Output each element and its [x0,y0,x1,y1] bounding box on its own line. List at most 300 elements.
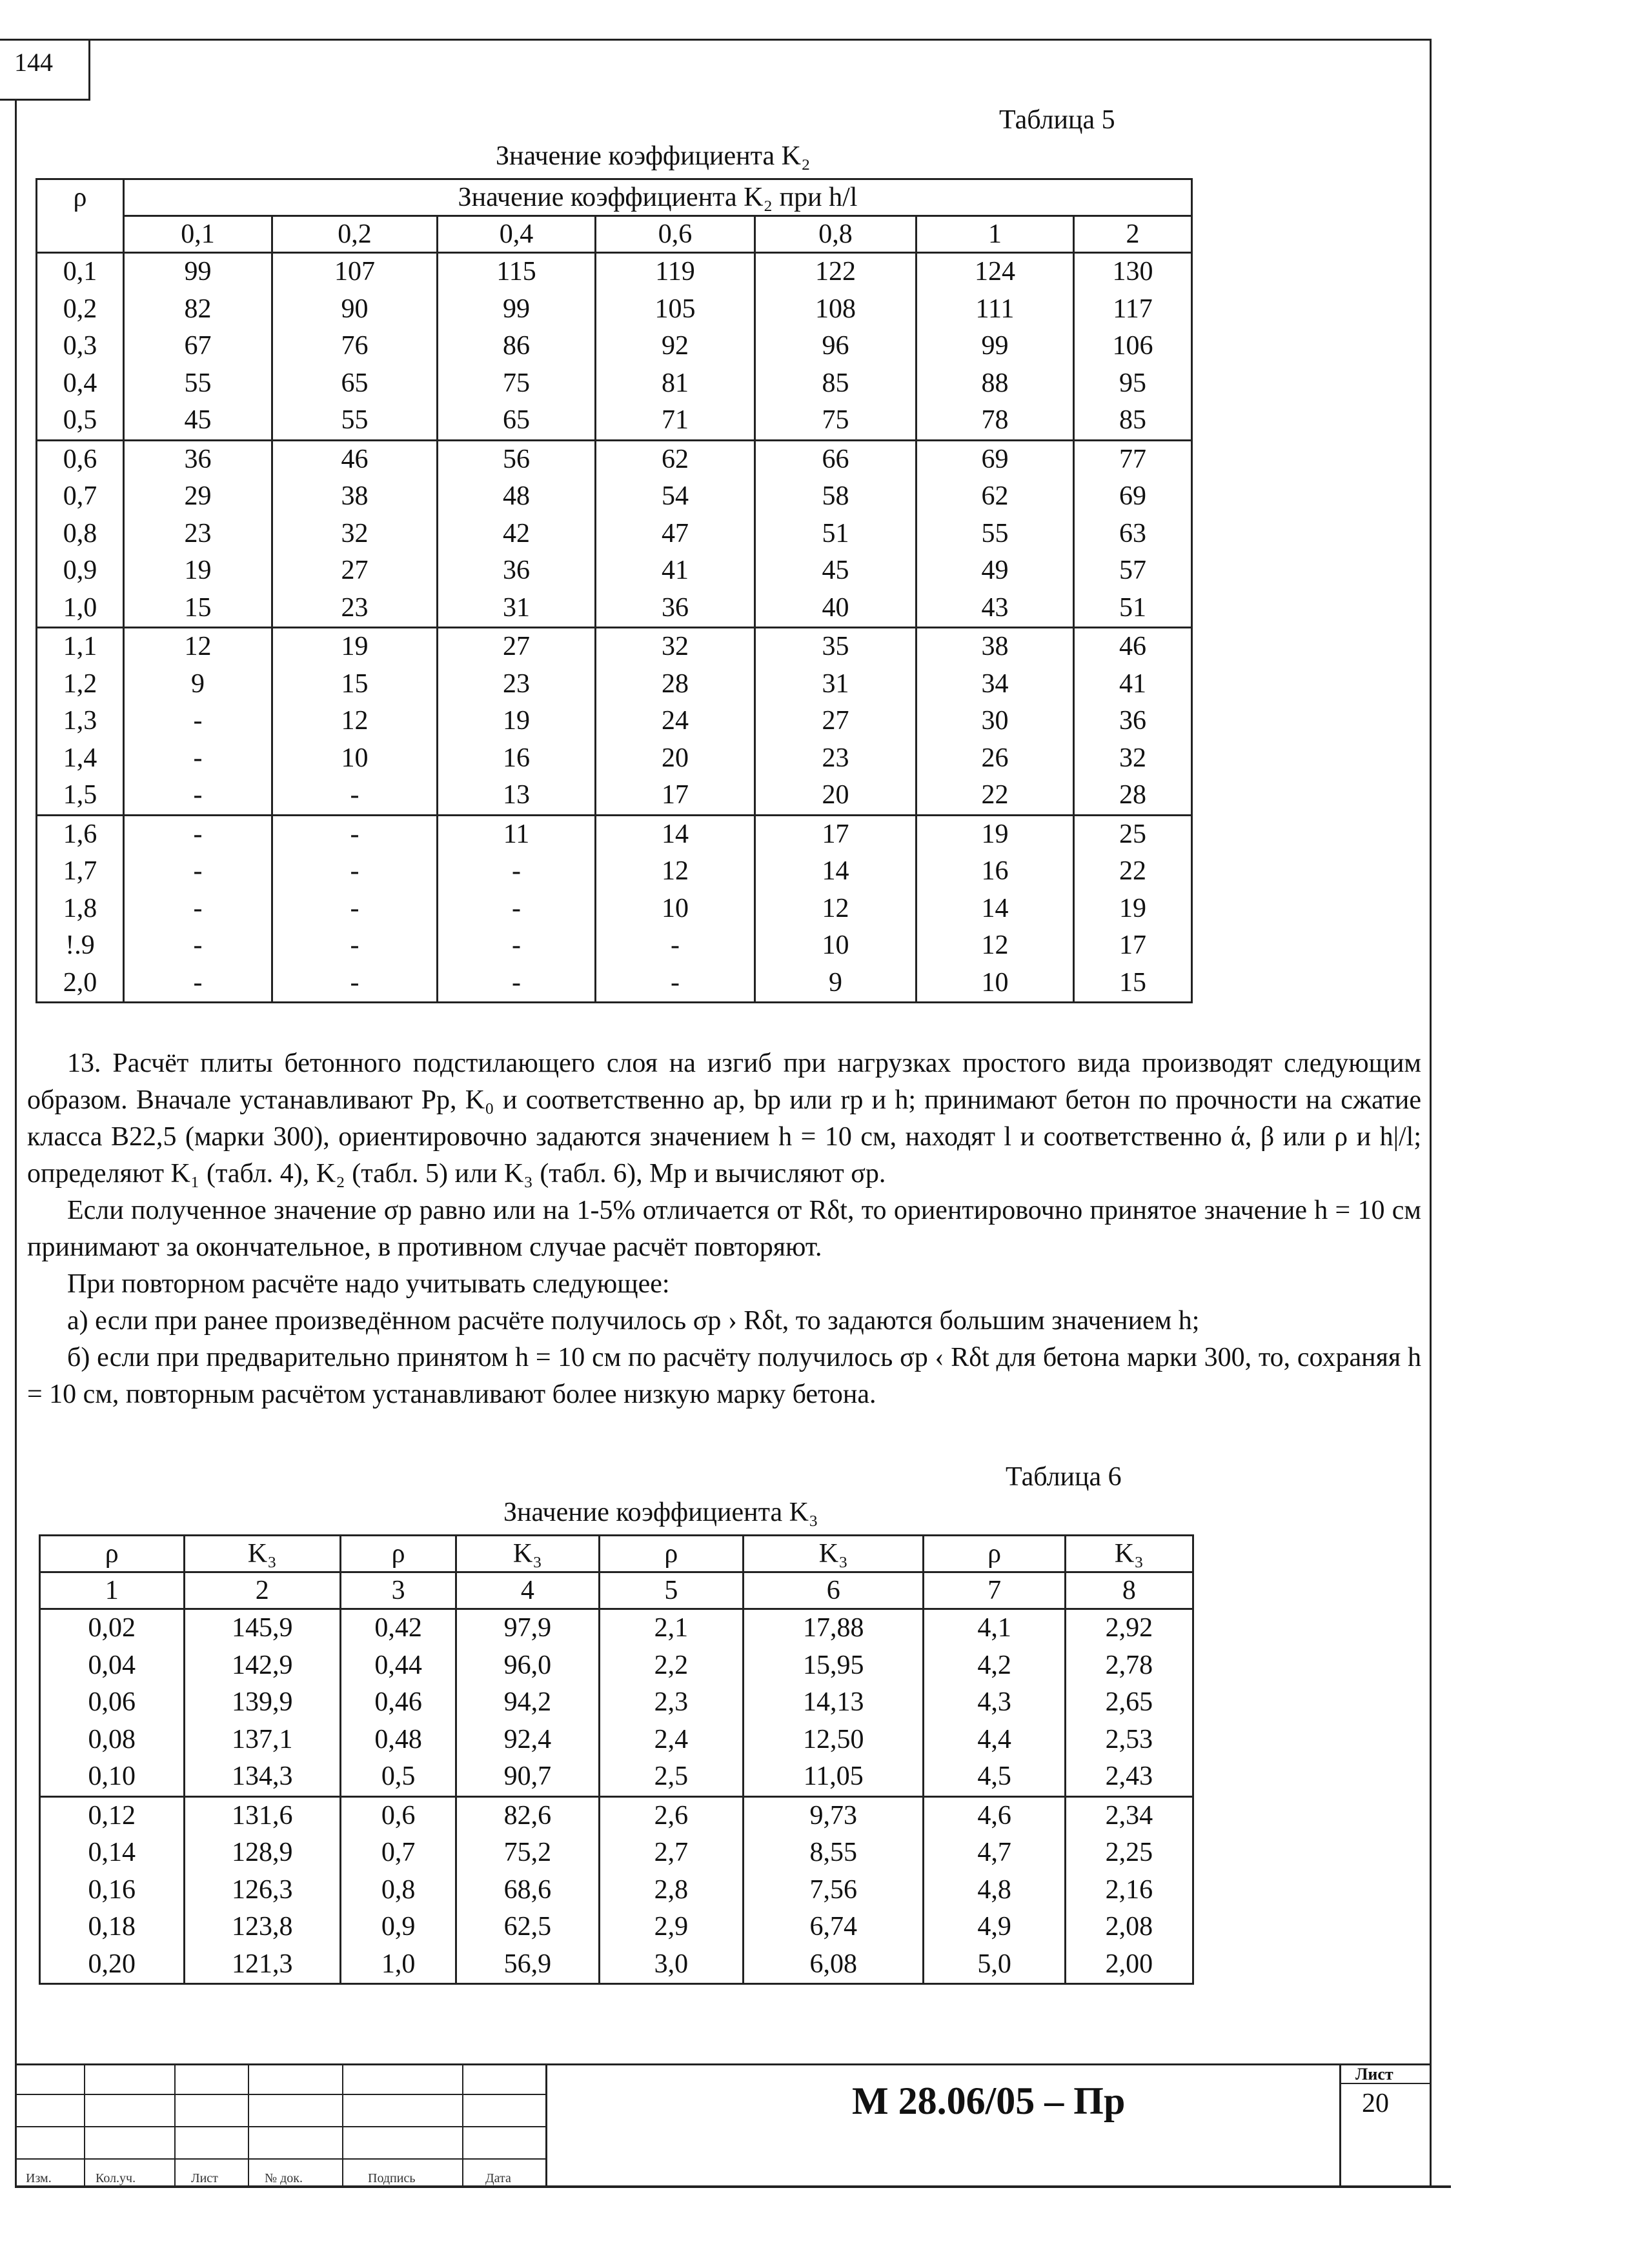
table5-value-cell: 122 [755,253,917,291]
table5-rho-cell: 1,7 [37,853,124,890]
table5-value-cell: 9 [124,666,272,703]
table5-value-cell: 75 [438,365,596,403]
table6-rho-cell: 0,5 [340,1758,456,1796]
table5-value-cell: 16 [438,740,596,778]
table6-label: Таблица 6 [1006,1462,1122,1492]
table6-k3-cell: 62,5 [456,1909,599,1946]
table5-value-cell: 15 [1074,965,1192,1003]
stamp-col-label: Изм. [26,2171,52,2185]
table5-value-cell: 76 [272,328,438,365]
table5-value-cell: - [272,965,438,1003]
table5-value-cell: 45 [124,402,272,440]
table-row [40,1834,1193,1872]
table6-k3-cell: 139,9 [184,1684,340,1721]
table5-value-cell: 54 [596,478,755,516]
table5-value-cell: 96 [755,328,917,365]
table5-value-cell: 14 [917,890,1074,928]
table5-value-cell: - [124,777,272,815]
table6-k3-cell: 121,3 [184,1946,340,1984]
table6-k3-cell: 94,2 [456,1684,599,1721]
table5-group-header: Значение коэффициента K₂ при h/l [124,179,1192,216]
table5-value-cell: 75 [755,402,917,440]
table5-value-cell: 63 [1074,516,1192,553]
table6-k3-cell: 2,92 [1065,1609,1193,1647]
table5-value-cell: 43 [917,590,1074,628]
table6-rho-cell: 0,20 [40,1946,185,1984]
table5-rho-cell: 2,0 [37,965,124,1003]
table5-value-cell: 95 [1074,365,1192,403]
table5-value-cell: 41 [596,552,755,590]
table5-title: Значение коэффициента K₂ [496,141,811,171]
table6-rho-cell: 2,7 [599,1834,744,1872]
table5-value-cell: 65 [272,365,438,403]
title-block [15,2063,1432,2187]
table5-value-cell: 27 [272,552,438,590]
table6-rho-cell: 2,6 [599,1796,744,1834]
table5-value-cell: 117 [1074,291,1192,328]
table6-rho-cell: 0,04 [40,1647,185,1685]
table5-value-cell: 12 [596,853,755,890]
table5-value-cell: 99 [438,291,596,328]
table5-value-cell: 86 [438,328,596,365]
table5-rho-cell: 1,3 [37,703,124,740]
table6-column-number: 2 [184,1572,340,1609]
table5-column-header: 2 [1074,216,1192,253]
table5-value-cell: 41 [1074,666,1192,703]
table6-k3-cell: 2,78 [1065,1647,1193,1685]
table5-value-cell: 71 [596,402,755,440]
table6-column-number: 6 [744,1572,924,1609]
table-row [37,552,1192,590]
table5-value-cell: 15 [272,666,438,703]
table5-column-header: 0,6 [596,216,755,253]
table5-rho-cell: 1,2 [37,666,124,703]
table5-value-cell: 20 [755,777,917,815]
table-row [37,590,1192,628]
table5-value-cell: 42 [438,516,596,553]
table6-column-number: 3 [340,1572,456,1609]
table-row [37,890,1192,928]
table5-value-cell: 19 [124,552,272,590]
table5-value-cell: 22 [1074,853,1192,890]
table6-k3-cell: 7,56 [744,1872,924,1909]
table6-rho-cell: 0,06 [40,1684,185,1721]
table6-k3-cell: 145,9 [184,1609,340,1647]
table5-value-cell: 55 [272,402,438,440]
table-row [37,703,1192,740]
table5-value-cell: - [438,965,596,1003]
table6-k3-cell: 6,08 [744,1946,924,1984]
table6-column-header: K₃ [744,1536,924,1572]
table6-rho-cell: 4,3 [924,1684,1065,1721]
table-row [37,666,1192,703]
stamp-col-label: Подпись [368,2171,416,2185]
table5-value-cell: 10 [917,965,1074,1003]
table5-value-cell: 10 [755,927,917,965]
table5-value-cell: 23 [124,516,272,553]
table6-rho-cell: 2,5 [599,1758,744,1796]
table5-rho-cell: 1,4 [37,740,124,778]
table5-value-cell: 26 [917,740,1074,778]
table6-k3-cell: 68,6 [456,1872,599,1909]
table6-rho-cell: 0,44 [340,1647,456,1685]
table-row [37,440,1192,478]
table6-column-header: ρ [599,1536,744,1572]
table5-value-cell: 115 [438,253,596,291]
table5-value-cell: 17 [1074,927,1192,965]
table5-value-cell: 38 [272,478,438,516]
table5-value-cell: 24 [596,703,755,740]
table5-rho-header: ρ [37,179,124,253]
table5-value-cell: 48 [438,478,596,516]
table6-rho-cell: 1,0 [340,1946,456,1984]
table6-rho-cell: 0,9 [340,1909,456,1946]
table5-rho-cell: 1,5 [37,777,124,815]
table5-value-cell: - [596,965,755,1003]
table6-k3-cell: 56,9 [456,1946,599,1984]
paragraph-item-a: а) если при ранее произведённом расчёте получилось σр › Rδt, то задаются большим значением h; [67,1306,1200,1336]
table5-value-cell: 51 [1074,590,1192,628]
table5-value-cell: 10 [596,890,755,928]
table5-value-cell: 77 [1074,440,1192,478]
table5-value-cell: 49 [917,552,1074,590]
table-row [40,1721,1193,1759]
page-number: 144 [0,39,90,101]
table5-value-cell: - [438,890,596,928]
table5-value-cell: 67 [124,328,272,365]
document-code: М 28.06/05 – Пр [852,2080,1126,2122]
table5-column-header: 0,4 [438,216,596,253]
table6-rho-cell: 2,3 [599,1684,744,1721]
table6-k3-cell: 17,88 [744,1609,924,1647]
table-row [37,628,1192,666]
table6 [39,1534,1194,1985]
paragraph-condition: Если полученное значение σр равно или на 1-5% отличается от Rδt, то ориентировочно принятое значение h = 10 см принимают за окончательное, в противном случае расчёт повторяют. [27,1196,1421,1262]
table6-k3-cell: 2,65 [1065,1684,1193,1721]
table6-rho-cell: 0,02 [40,1609,185,1647]
sheet-label: Лист [1355,2065,1393,2083]
table5-value-cell: 107 [272,253,438,291]
table5-value-cell: 106 [1074,328,1192,365]
table-row [37,253,1192,291]
body-text [27,1045,1421,1413]
table6-k3-cell: 2,00 [1065,1946,1193,1984]
table5-value-cell: 85 [755,365,917,403]
table5-value-cell: 20 [596,740,755,778]
table5-value-cell: 90 [272,291,438,328]
table5-value-cell: 36 [1074,703,1192,740]
table-row [37,853,1192,890]
table6-rho-cell: 4,8 [924,1872,1065,1909]
table6-k3-cell: 97,9 [456,1609,599,1647]
table5-value-cell: 12 [272,703,438,740]
table6-rho-cell: 0,14 [40,1834,185,1872]
table5-value-cell: 38 [917,628,1074,666]
table5-rho-cell: 0,6 [37,440,124,478]
table5-value-cell: 23 [438,666,596,703]
table6-k3-cell: 2,43 [1065,1758,1193,1796]
table5-value-cell: 32 [1074,740,1192,778]
table5-value-cell: 19 [438,703,596,740]
table-row [40,1872,1193,1909]
table6-k3-cell: 11,05 [744,1758,924,1796]
table6-k3-cell: 137,1 [184,1721,340,1759]
table5-value-cell: 16 [917,853,1074,890]
table6-rho-cell: 4,2 [924,1647,1065,1685]
table6-column-number: 1 [40,1572,185,1609]
table6-rho-cell: 2,8 [599,1872,744,1909]
table5-value-cell: - [272,815,438,853]
table5-value-cell: 78 [917,402,1074,440]
table-row [37,516,1192,553]
table5-value-cell: 99 [917,328,1074,365]
table5-value-cell: 57 [1074,552,1192,590]
table5-value-cell: 40 [755,590,917,628]
table-row [37,402,1192,440]
table5-value-cell: 36 [438,552,596,590]
table6-rho-cell: 0,46 [340,1684,456,1721]
table6-column-number: 7 [924,1572,1065,1609]
table5-value-cell: - [124,853,272,890]
table5-rho-cell: 0,5 [37,402,124,440]
table6-rho-cell: 0,8 [340,1872,456,1909]
table5-value-cell: - [124,927,272,965]
table6-column-header: ρ [924,1536,1065,1572]
table5-value-cell: 17 [596,777,755,815]
table5-value-cell: 10 [272,740,438,778]
table6-k3-cell: 9,73 [744,1796,924,1834]
table6-k3-cell: 2,25 [1065,1834,1193,1872]
table6-k3-cell: 6,74 [744,1909,924,1946]
table5-value-cell: 12 [917,927,1074,965]
table5-value-cell: 27 [438,628,596,666]
table6-column-header: ρ [40,1536,185,1572]
table5-value-cell: 108 [755,291,917,328]
table5-value-cell: 31 [755,666,917,703]
table5-value-cell: - [272,853,438,890]
table6-k3-cell: 12,50 [744,1721,924,1759]
table5-value-cell: 124 [917,253,1074,291]
table5-value-cell: 58 [755,478,917,516]
table6-column-header: K₃ [1065,1536,1193,1572]
table5-value-cell: - [124,815,272,853]
table6-k3-cell: 134,3 [184,1758,340,1796]
table-row [37,965,1192,1003]
table-row [40,1946,1193,1984]
table6-k3-cell: 123,8 [184,1909,340,1946]
table5-value-cell: 111 [917,291,1074,328]
table5-rho-cell: 0,8 [37,516,124,553]
table5-value-cell: 85 [1074,402,1192,440]
table5-value-cell: 55 [124,365,272,403]
table5-rho-cell: 0,2 [37,291,124,328]
table5-value-cell: 11 [438,815,596,853]
table5-value-cell: 81 [596,365,755,403]
table5-value-cell: 119 [596,253,755,291]
table5-value-cell: 31 [438,590,596,628]
table5-column-header: 1 [917,216,1074,253]
table-row [37,365,1192,403]
table5-value-cell: 36 [124,440,272,478]
table5-value-cell: 55 [917,516,1074,553]
table-row [40,1647,1193,1685]
table5-value-cell: 36 [596,590,755,628]
table5-rho-cell: 0,3 [37,328,124,365]
table5-value-cell: 19 [1074,890,1192,928]
table5-rho-cell: 0,7 [37,478,124,516]
table6-rho-cell: 0,48 [340,1721,456,1759]
paragraph-repeat-intro: При повторном расчёте надо учитывать следующее: [67,1269,670,1299]
table6-rho-cell: 0,10 [40,1758,185,1796]
table6-k3-cell: 128,9 [184,1834,340,1872]
stamp-col-label: Дата [485,2171,511,2185]
table5-value-cell: 17 [755,815,917,853]
table6-rho-cell: 0,7 [340,1834,456,1872]
table6-rho-cell: 4,7 [924,1834,1065,1872]
table6-rho-cell: 0,6 [340,1796,456,1834]
table6-k3-cell: 131,6 [184,1796,340,1834]
table6-column-header: K₃ [456,1536,599,1572]
table6-rho-cell: 4,6 [924,1796,1065,1834]
table-row [37,740,1192,778]
table5-value-cell: 9 [755,965,917,1003]
table5-value-cell: 130 [1074,253,1192,291]
table-row [37,478,1192,516]
table5-value-cell: - [272,927,438,965]
table6-k3-cell: 126,3 [184,1872,340,1909]
table-row [37,291,1192,328]
table5-value-cell: 23 [272,590,438,628]
table5-value-cell: 82 [124,291,272,328]
table5-value-cell: 14 [596,815,755,853]
table6-rho-cell: 5,0 [924,1946,1065,1984]
table-row [37,328,1192,365]
table5-value-cell: 35 [755,628,917,666]
table5-value-cell: 69 [917,440,1074,478]
table6-column-number: 5 [599,1572,744,1609]
table5-value-cell: - [124,703,272,740]
table5-value-cell: - [124,740,272,778]
paragraph-item-b: б) если при предварительно принятом h = 10 см по расчёту получилось σр ‹ Rδt для бетона марки 300, то, сохраняя h = 10 см, повторным расчётом устанавливают более низкую марку бетона. [27,1343,1421,1409]
table6-rho-cell: 4,1 [924,1609,1065,1647]
table5-value-cell: 12 [124,628,272,666]
table6-column-header: K₃ [184,1536,340,1572]
table5-value-cell: 32 [596,628,755,666]
table6-rho-cell: 0,18 [40,1909,185,1946]
table-row [40,1758,1193,1796]
table5-value-cell: 45 [755,552,917,590]
table6-k3-cell: 2,08 [1065,1909,1193,1946]
stamp-col-label: № док. [265,2171,303,2185]
table6-column-header: ρ [340,1536,456,1572]
table6-rho-cell: 2,2 [599,1647,744,1685]
table6-k3-cell: 82,6 [456,1796,599,1834]
table5-value-cell: 99 [124,253,272,291]
table-row [37,927,1192,965]
table-row [37,777,1192,815]
table5-rho-cell: 0,9 [37,552,124,590]
table5-value-cell: 46 [1074,628,1192,666]
table5-column-header: 0,1 [124,216,272,253]
table5-value-cell: 19 [272,628,438,666]
table5-value-cell: 62 [917,478,1074,516]
table6-k3-cell: 2,34 [1065,1796,1193,1834]
table5-value-cell: 28 [1074,777,1192,815]
table5-rho-cell: 0,4 [37,365,124,403]
table6-k3-cell: 75,2 [456,1834,599,1872]
table5-value-cell: 34 [917,666,1074,703]
table5-value-cell: - [596,927,755,965]
table6-rho-cell: 4,4 [924,1721,1065,1759]
table6-k3-cell: 142,9 [184,1647,340,1685]
table5-value-cell: 32 [272,516,438,553]
table6-k3-cell: 90,7 [456,1758,599,1796]
table5-value-cell: 27 [755,703,917,740]
table5-value-cell: 12 [755,890,917,928]
table5-rho-cell: 1,1 [37,628,124,666]
table5-value-cell: - [124,965,272,1003]
table5-value-cell: 29 [124,478,272,516]
table6-k3-cell: 92,4 [456,1721,599,1759]
table-row [40,1684,1193,1721]
table5-value-cell: 19 [917,815,1074,853]
table5-value-cell: 28 [596,666,755,703]
table5-value-cell: 62 [596,440,755,478]
table6-rho-cell: 2,4 [599,1721,744,1759]
paragraph-13: 13. Расчёт плиты бетонного подстилающего слоя на изгиб при нагрузках простого вида производят следующим образом. Вначале устанавливают Pр, K₀ и соответственно aр, bр или rр и h; принимают бетон по прочности на сжатие класса B22,5 (марки 300), ориентировочно задаются значением h = 10 см, находят l и соответственно ά, β или ρ и h|/l; определяют K₁ (табл. 4), K₂ (табл. 5) или K₃ (табл. 6), Mр и вычисляют σр. [27,1049,1421,1189]
table5-value-cell: 88 [917,365,1074,403]
table5-column-header: 0,2 [272,216,438,253]
table5-value-cell: - [438,927,596,965]
table5-value-cell: 66 [755,440,917,478]
table5-value-cell: 22 [917,777,1074,815]
table5-value-cell: 30 [917,703,1074,740]
stamp-col-label: Лист [191,2171,218,2185]
table6-rho-cell: 0,12 [40,1796,185,1834]
table-row [40,1796,1193,1834]
table6-k3-cell: 2,53 [1065,1721,1193,1759]
table5-value-cell: 13 [438,777,596,815]
table5-rho-cell: 1,6 [37,815,124,853]
table-row [40,1909,1193,1946]
table5-value-cell: - [272,890,438,928]
table6-rho-cell: 2,1 [599,1609,744,1647]
table5-value-cell: - [438,853,596,890]
table5-value-cell: 65 [438,402,596,440]
table-row [40,1609,1193,1647]
table6-title: Значение коэффициента K₃ [503,1498,818,1527]
table6-k3-cell: 14,13 [744,1684,924,1721]
table-row [37,815,1192,853]
table5-rho-cell: 0,1 [37,253,124,291]
stamp-col-label: Кол.уч. [96,2171,136,2185]
table5-value-cell: 105 [596,291,755,328]
table6-rho-cell: 4,5 [924,1758,1065,1796]
table5-value-cell: 15 [124,590,272,628]
table6-column-number: 8 [1065,1572,1193,1609]
table6-k3-cell: 2,16 [1065,1872,1193,1909]
table5-rho-cell: !.9 [37,927,124,965]
table5-value-cell: 14 [755,853,917,890]
table6-rho-cell: 2,9 [599,1909,744,1946]
table6-k3-cell: 8,55 [744,1834,924,1872]
table6-rho-cell: 3,0 [599,1946,744,1984]
table5-value-cell: 23 [755,740,917,778]
table5-value-cell: 69 [1074,478,1192,516]
table5-value-cell: 25 [1074,815,1192,853]
table6-column-number: 4 [456,1572,599,1609]
table5 [35,178,1193,1003]
